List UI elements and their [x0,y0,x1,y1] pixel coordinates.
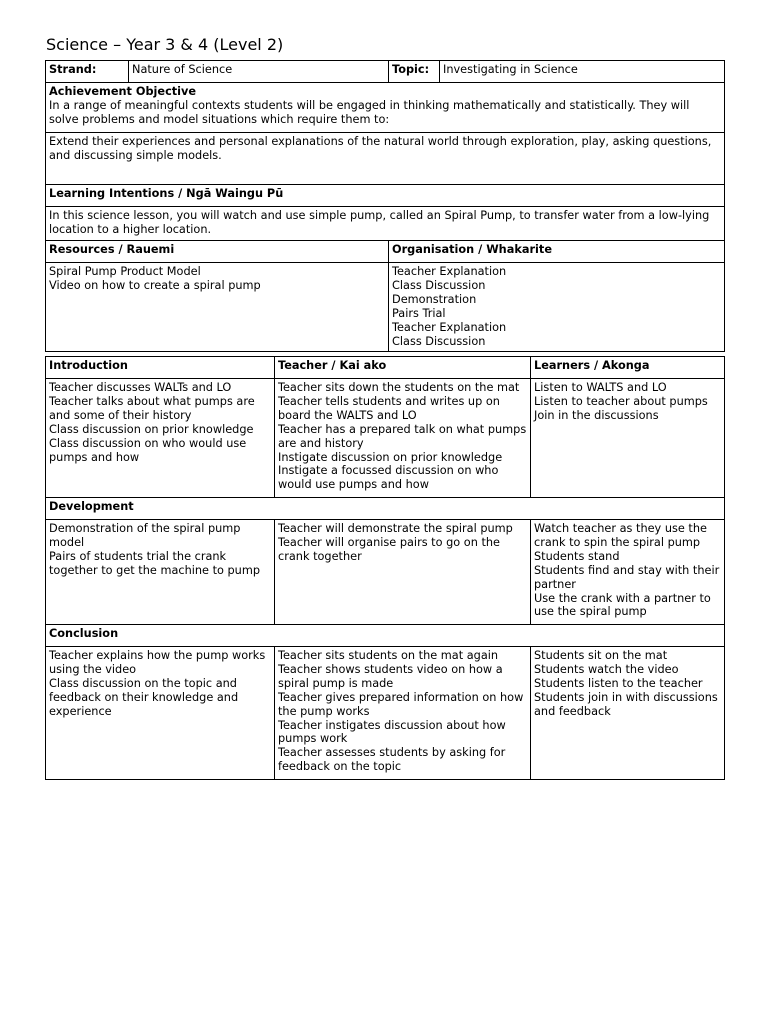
list-item: Pairs of students trial the crank together to get the machine to pump [49,549,261,577]
page-title: Science – Year 3 & 4 (Level 2) [46,35,284,54]
resources-list [46,263,389,352]
list-item: Teacher explains how the pump works using the video [49,649,266,676]
development-learners [531,520,725,625]
topic-label: Topic: [389,61,440,83]
list-item: Students sit on the mat [534,649,668,662]
list-item: Teacher assesses students by asking for feedback on the topic [278,746,506,774]
achievement-objective-heading: Achievement Objective [49,85,197,98]
list-item: Instigate a focussed discussion on who would use pumps and how [278,464,499,492]
list-item: Students watch the video [534,662,679,676]
list-item: Join in the discussions [534,408,659,422]
list-item: Teacher Explanation [392,265,507,278]
conclusion-heading: Conclusion [46,625,725,647]
list-item: Teacher tells students and writes up on board the WALTS and LO [278,394,500,422]
achievement-extend-cell: Extend their experiences and personal explanations of the natural world through exploration, play, asking questions, and discussing simple models. [46,133,725,185]
list-item: Class Discussion [392,334,486,348]
list-item: Teacher has a prepared talk on what pumps are and history [278,422,527,450]
list-item: Class discussion on prior knowledge [49,422,254,436]
list-item: Class discussion on who would use pumps and how [49,436,247,464]
strand-label: Strand: [46,61,129,83]
list-item: Teacher will organise pairs to go on the crank together [278,535,500,563]
development-teacher [275,520,531,625]
list-item: Teacher gives prepared information on how the pump works [278,690,524,718]
list-item: Watch teacher as they use the crank to spin the spiral pump [534,522,707,549]
list-item: Teacher will demonstrate the spiral pump [278,522,513,535]
learning-intentions-heading: Learning Intentions / Ngā Waingu Pū [46,185,725,207]
list-item: Class discussion on the topic and feedback on their knowledge and experience [49,676,239,718]
list-item: Pairs Trial [392,306,446,320]
list-item: Teacher instigates discussion about how pumps work [278,718,506,746]
introduction-teacher [275,379,531,498]
list-item: Teacher sits down the students on the mat [278,381,520,394]
plan-header-table [45,60,725,352]
introduction-heading: Introduction [46,357,275,379]
achievement-objective-text: In a range of meaningful contexts students will be engaged in thinking mathematically and statistically. They will solve problems and model situations which require them to: [49,98,690,126]
conclusion-activities [46,647,275,780]
introduction-activities [46,379,275,498]
development-heading: Development [46,498,725,520]
organisation-heading: Organisation / Whakarite [389,241,725,263]
list-item: Students join in with discussions and feedback [534,690,718,718]
list-item: Teacher shows students video on how a spiral pump is made [278,662,503,690]
organisation-list [389,263,725,352]
list-item: Class Discussion [392,278,486,292]
list-item: Teacher sits students on the mat again [278,649,499,662]
learners-heading: Learners / Akonga [531,357,725,379]
resources-heading: Resources / Rauemi [46,241,389,263]
list-item: Video on how to create a spiral pump [49,278,261,292]
list-item: Students listen to the teacher [534,676,703,690]
list-item: Instigate discussion on prior knowledge [278,450,503,464]
list-item: Demonstration [392,292,477,306]
conclusion-learners [531,647,725,780]
strand-value: Nature of Science [129,61,389,83]
conclusion-teacher [275,647,531,780]
learning-intentions-text: In this science lesson, you will watch and use simple pump, called an Spiral Pump, to transfer water from a low-lying location to a higher location. [46,207,725,241]
list-item: Teacher discusses WALTs and LO [49,381,232,394]
achievement-objective-cell [46,83,725,133]
introduction-learners [531,379,725,498]
list-item: Students stand [534,549,620,563]
list-item: Listen to WALTS and LO [534,381,667,394]
topic-value: Investigating in Science [440,61,725,83]
list-item: Teacher Explanation [392,320,507,334]
list-item: Use the crank with a partner to use the spiral pump [534,591,711,619]
list-item: Teacher talks about what pumps are and some of their history [49,394,255,422]
lesson-table [45,356,725,780]
list-item: Spiral Pump Product Model [49,265,201,278]
teacher-heading: Teacher / Kai ako [275,357,531,379]
list-item: Listen to teacher about pumps [534,394,708,408]
list-item: Demonstration of the spiral pump model [49,522,241,549]
development-activities [46,520,275,625]
list-item: Students find and stay with their partner [534,563,720,591]
